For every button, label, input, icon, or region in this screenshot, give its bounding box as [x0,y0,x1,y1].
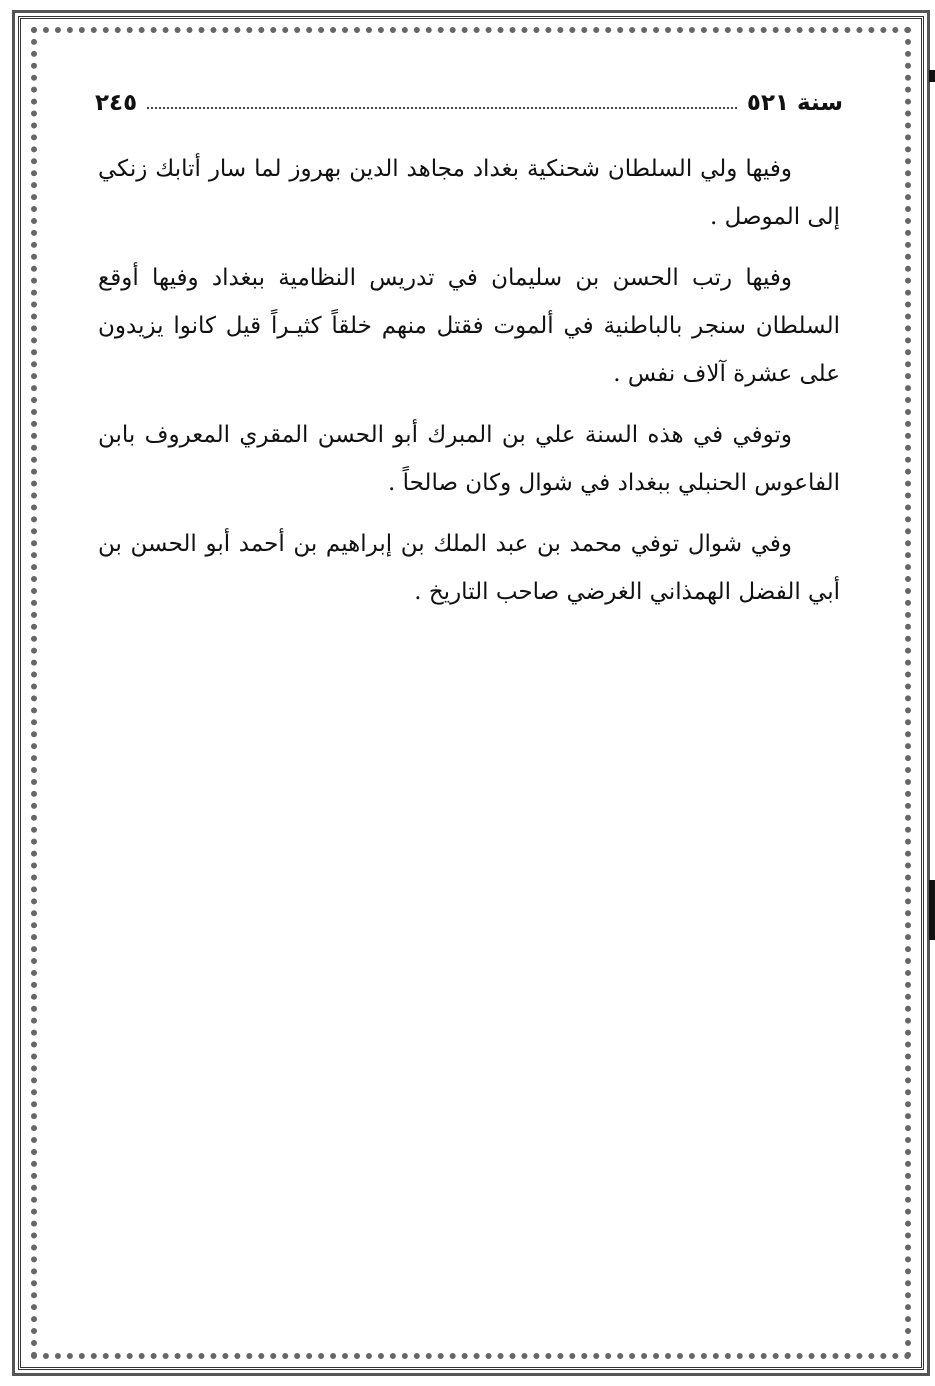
scan-edge-mark [929,880,935,940]
running-title: سنة ٥٢١ [746,90,843,116]
main-text [98,145,840,629]
page-number: ٢٤٥ [95,90,138,116]
paragraph: وفيها ولي السلطان شحنكية بغداد مجاهد الدين بهروز لما سار أتابك زنكي إلى الموصل . [98,156,840,230]
paragraph: وتوفي في هذه السنة علي بن المبرك أبو الحسن المقري المعروف بابن الفاعوس الحنبلي ببغداد في شوال وكان صالحاً . [98,422,840,496]
paragraph: وفيها رتب الحسن بن سليمان في تدريس النظامية ببغداد وفيها أوقع السلطان سنجر بالباطنية في ألموت فقتل منهم خلقاً كثيـراً قيل كانوا يزيدون على عشرة آلاف نفس . [98,265,840,387]
page-header [95,85,843,121]
paragraph: وفي شوال توفي محمد بن عبد الملك بن إبراهيم بن أحمد أبو الحسن بن أبي الفضل الهمذاني الغرضي صاحب التاريخ . [98,531,840,605]
dotted-leader [147,107,737,109]
scan-edge-mark [929,70,935,82]
